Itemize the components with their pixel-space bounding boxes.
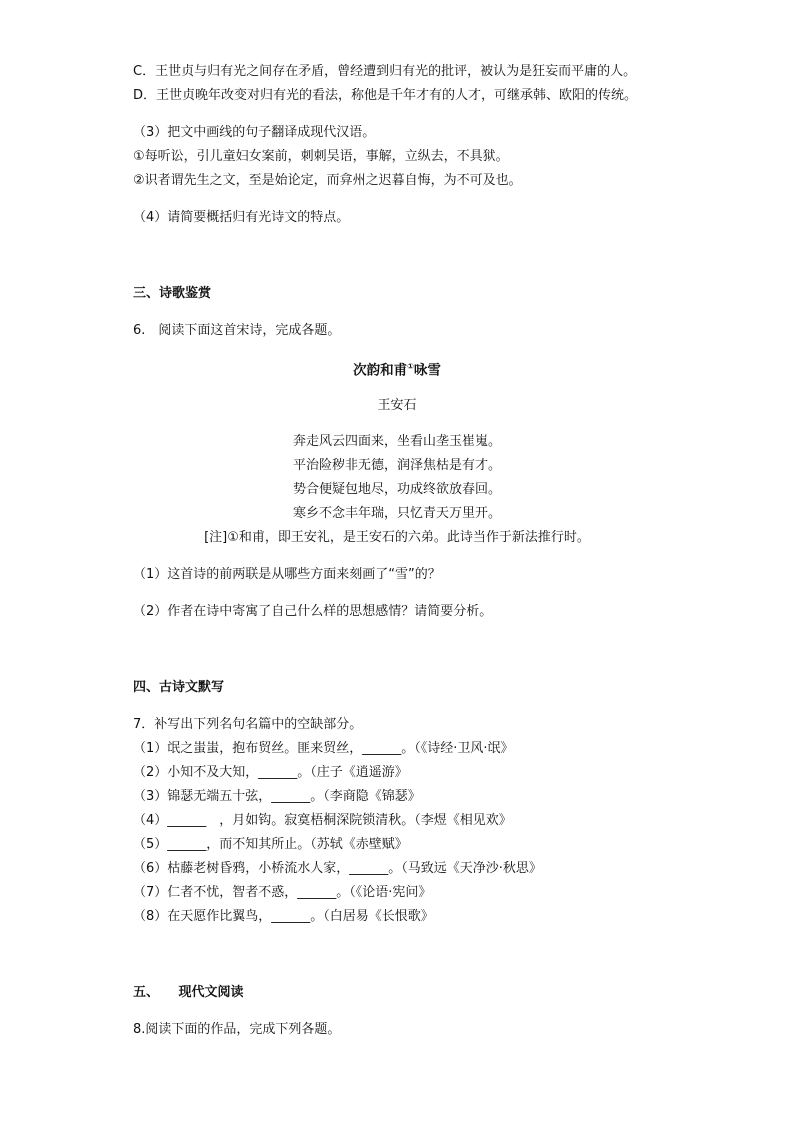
poem-title-note-marker: ①: [407, 362, 414, 371]
poem-title-part-b: 咏雪: [413, 362, 441, 379]
fill-item-6: （6）枯藤老树昏鸦，小桥流水人家，______。（马致远《天净沙·秋思》: [133, 861, 542, 876]
fill-item-1: （1）氓之蚩蚩，抱布贸丝。匪来贸丝，______。（《诗经·卫风·氓》: [133, 741, 514, 756]
poem-question-2: （2）作者在诗中寄寓了自己什么样的思想感情？请简要分析。: [133, 604, 493, 619]
fill-item-3: （3）锦瑟无端五十弦，______。（李商隐《锦瑟》: [133, 789, 421, 804]
poem-question-1: （1）这首诗的前两联是从哪些方面来刻画了“雪”的？: [133, 567, 441, 582]
section-4-heading: 四、古诗文默写: [133, 680, 225, 695]
poem-line-1: 奔走风云四面来，坐看山垄玉崔嵬。: [292, 434, 501, 449]
poem-line-2: 平治险秽非无德，润泽焦枯是有才。: [292, 458, 501, 473]
question-4: （4）请简要概括归有光诗文的特点。: [133, 210, 350, 225]
fill-item-7: （7）仁者不忧，智者不惑，______。（《论语·宪问》: [133, 885, 432, 900]
poem-note: [注]①和甫，即王安礼，是王安石的六弟。此诗当作于新法推行时。: [204, 530, 590, 545]
question-8-intro: 8.阅读下面的作品，完成下列各题。: [133, 1022, 341, 1037]
question-6-intro: 6. 阅读下面这首宋诗，完成各题。: [133, 323, 341, 338]
question-3: （3）把文中画线的句子翻译成现代汉语。: [133, 125, 376, 140]
sentence-1: ①每听讼，引儿童妇女案前，刺刺吴语，事解，立纵去，不具狱。: [133, 149, 509, 164]
fill-item-5: （5）______，而不知其所止。（苏轼《赤壁赋》: [133, 837, 408, 852]
poem-title: [0, 358, 794, 380]
question-7-intro: 7．补写出下列名句名篇中的空缺部分。: [133, 717, 363, 732]
fill-item-8: （8）在天愿作比翼鸟，______。（白居易《长恨歌》: [133, 909, 434, 924]
poem-line-4: 寒乡不念丰年瑞，只忆青天万里开。: [292, 506, 501, 521]
poem-title-part-a: 次韵和甫: [353, 362, 408, 379]
option-d: D．王世贞晚年改变对归有光的看法，称他是千年才有的人才，可继承韩、欧阳的传统。: [133, 88, 638, 103]
section-3-heading: 三、诗歌鉴赏: [133, 286, 212, 301]
fill-item-2: （2）小知不及大知，______。（庄子《逍遥游》: [133, 765, 408, 780]
poem-author: 王安石: [377, 398, 417, 413]
poem-line-3: 势合便疑包地尽，功成终欲放春回。: [292, 482, 501, 497]
sentence-2: ②识者谓先生之文，至是始论定，而弇州之迟暮自悔，为不可及也。: [133, 173, 522, 188]
fill-item-4: （4）______ ，月如钩。寂寞梧桐深院锁清秋。（李煜《相见欢》: [133, 813, 512, 828]
option-c: C．王世贞与归有光之间存在矛盾，曾经遭到归有光的批评，被认为是狂妄而平庸的人。: [133, 64, 637, 79]
section-5-heading: 五、 现代文阅读: [133, 985, 244, 1000]
